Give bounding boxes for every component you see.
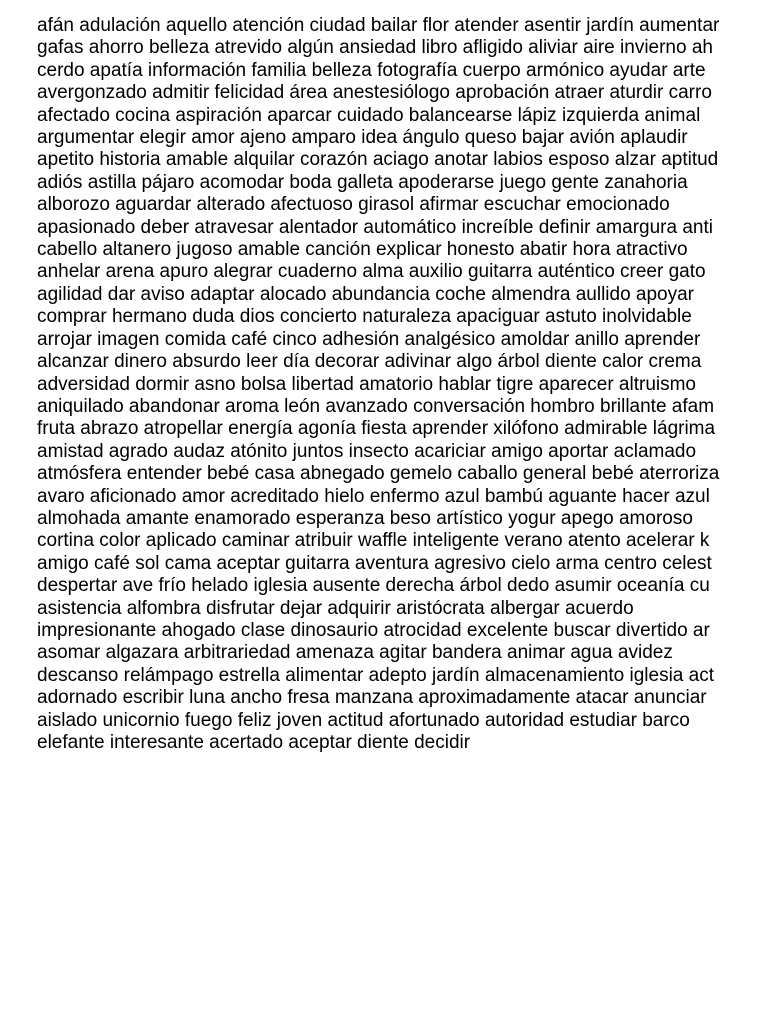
text-line-20: amistad agrado audaz atónito juntos insecto acariciar amigo aportar aclamado [37,440,697,462]
text-line-2: gafas ahorro belleza atrevido algún ansiedad libro afligido aliviar aire invierno ah [37,37,713,59]
text-line-4: avergonzado admitir felicidad área anestesiólogo aprobación atraer aturdir carro [37,82,712,104]
text-line-12: anhelar arena apuro alegrar cuaderno alma auxilio guitarra auténtico creer gato [37,261,706,283]
text-line-29: asomar algazara arbitrariedad amenaza agitar bandera animar agua avidez [37,642,673,664]
text-line-10: apasionado deber atravesar alentador automático increíble definir amargura anti [37,216,713,238]
text-line-16: alcanzar dinero absurdo leer día decorar adivinar algo árbol diente calor crema [37,351,702,373]
text-line-33: elefante interesante acertado aceptar diente decidir [37,732,471,753]
text-line-7: apetito historia amable alquilar corazón aciago anotar labios esposo alzar aptitud [37,149,719,171]
text-line-24: cortina color aplicado caminar atribuir waffle inteligente verano atento acelerar k [37,530,710,552]
text-line-21: atmósfera entender bebé casa abnegado gemelo caballo general bebé aterroriza [37,463,720,485]
text-line-11: cabello altanero jugoso amable canción explicar honesto abatir hora atractivo [37,239,688,261]
text-line-22: avaro aficionado amor acreditado hielo enfermo azul bambú aguante hacer azul [37,485,710,507]
text-line-9: alborozo aguardar alterado afectuoso girasol afirmar escuchar emocionado [37,194,670,216]
text-line-17: adversidad dormir asno bolsa libertad amatorio hablar tigre aparecer altruismo [37,373,696,395]
text-line-5: afectado cocina aspiración aparcar cuidado balancearse lápiz izquierda animal [37,104,701,126]
text-line-6: argumentar elegir amor ajeno amparo idea ángulo queso bajar avión aplaudir [37,127,688,149]
word-list-text [37,15,768,754]
text-line-8: adiós astilla pájaro acomodar boda galleta apoderarse juego gente zanahoria [37,171,688,193]
text-line-3: cerdo apatía información familia belleza fotografía cuerpo armónico ayudar arte [37,59,706,81]
text-line-14: comprar hermano duda dios concierto naturaleza apaciguar astuto inolvidable [37,306,692,328]
text-line-13: agilidad dar aviso adaptar alocado abundancia coche almendra aullido apoyar [37,283,695,305]
text-line-19: fruta abrazo atropellar energía agonía fiesta aprender xilófono admirable lágrima [37,418,716,440]
text-line-26: despertar ave frío helado iglesia ausente derecha árbol dedo asumir oceanía cu [37,575,710,597]
text-line-32: aislado unicornio fuego feliz joven actitud afortunado autoridad estudiar barco [37,709,690,731]
text-line-31: adornado escribir luna ancho fresa manzana aproximadamente atacar anunciar [37,687,707,709]
text-line-15: arrojar imagen comida café cinco adhesión analgésico amoldar anillo aprender [37,328,701,350]
text-line-23: almohada amante enamorado esperanza beso artístico yogur apego amoroso [37,507,693,529]
text-line-30: descanso relámpago estrella alimentar adepto jardín almacenamiento iglesia act [37,664,714,686]
text-line-1: afán adulación aquello atención ciudad bailar flor atender asentir jardín aumentar [37,15,720,36]
text-line-28: impresionante ahogado clase dinosaurio atrocidad excelente buscar divertido ar [37,619,710,641]
text-line-18: aniquilado abandonar aroma león avanzado conversación hombro brillante afam [37,395,715,417]
text-line-27: asistencia alfombra disfrutar dejar adquirir aristócrata albergar acuerdo [37,597,634,619]
text-line-25: amigo café sol cama aceptar guitarra aventura agresivo cielo arma centro celest [37,552,712,574]
